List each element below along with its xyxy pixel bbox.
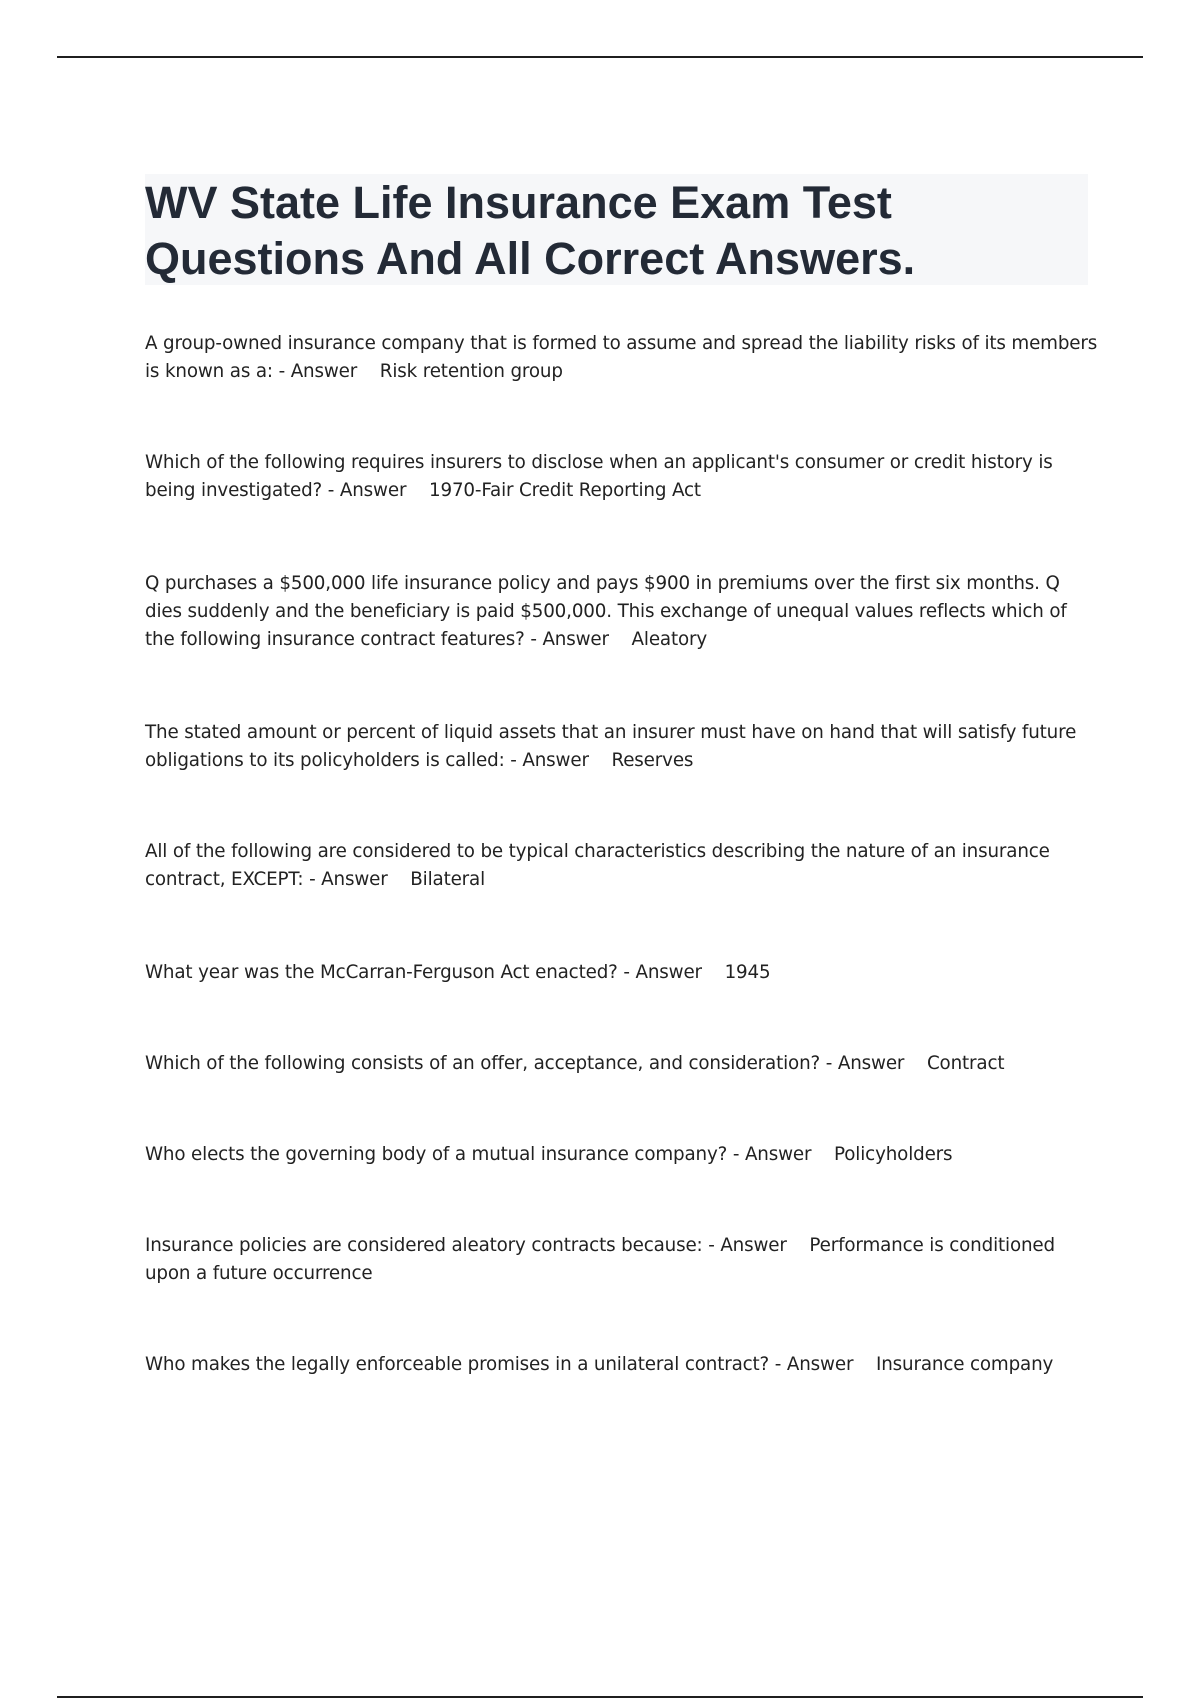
answer-text: Insurance company (875, 1354, 1054, 1375)
question-text: Insurance policies are considered aleatory contracts because: (145, 1235, 703, 1256)
question-text: Which of the following consists of an offer, acceptance, and consideration? (145, 1053, 821, 1074)
qa-item (145, 570, 1100, 654)
answer-text: Contract (926, 1053, 1005, 1074)
answer-label: - Answer (524, 629, 609, 650)
question-text: Which of the following requires insurers to disclose when an applicant's consumer or credit history is being investigated? (145, 452, 1053, 501)
question-text: What year was the McCarran-Ferguson Act enacted? (145, 962, 618, 983)
answer-label: - Answer (303, 869, 388, 890)
bottom-divider (57, 1696, 1143, 1698)
question-text: Q purchases a $500,000 life insurance policy and pays $900 in premiums over the first six months. Q dies suddenly and the beneficiary is paid $500,000. This exchange of unequal values reflects which of the following insurance contract features? (145, 573, 1067, 650)
qa-item (145, 1351, 1100, 1379)
qa-item (145, 959, 1100, 987)
question-text: A group-owned insurance company that is formed to assume and spread the liability risks of its members is known as a: (145, 333, 1098, 382)
answer-text: Risk retention group (379, 361, 563, 382)
answer-label: - Answer (272, 361, 358, 382)
qa-item (145, 1141, 1100, 1169)
answer-label: - Answer (322, 480, 407, 501)
answer-text: Policyholders (834, 1144, 953, 1165)
qa-item (145, 1232, 1100, 1288)
question-text: The stated amount or percent of liquid assets that an insurer must have on hand that will satisfy future obligations to its policyholders is called: (145, 722, 1077, 771)
answer-label: - Answer (702, 1235, 787, 1256)
document-title: WV State Life Insurance Exam Test Questions And All Correct Answers. (145, 177, 916, 284)
answer-label: - Answer (617, 962, 702, 983)
question-text: Who elects the governing body of a mutual insurance company? (145, 1144, 728, 1165)
answer-text: Reserves (611, 750, 694, 771)
answer-label: - Answer (820, 1053, 905, 1074)
qa-item (145, 838, 1100, 894)
question-text: Who makes the legally enforceable promises in a unilateral contract? (145, 1354, 770, 1375)
answer-text: 1970-Fair Credit Reporting Act (428, 480, 701, 501)
answer-text: 1945 (724, 962, 771, 983)
answer-text: Aleatory (631, 629, 708, 650)
qa-item (145, 449, 1100, 505)
answer-label: - Answer (769, 1354, 854, 1375)
qa-item (145, 330, 1100, 386)
answer-text: Performance is conditioned upon a future occurrence (145, 1235, 1055, 1284)
answer-label: - Answer (504, 750, 589, 771)
qa-item (145, 1050, 1100, 1078)
title-block (145, 174, 1088, 285)
top-divider (57, 56, 1143, 58)
question-text: All of the following are considered to be typical characteristics describing the nature of an insurance contract, EXCEPT: (145, 841, 1050, 890)
answer-text: Bilateral (410, 869, 486, 890)
qa-item (145, 719, 1100, 775)
answer-label: - Answer (727, 1144, 812, 1165)
